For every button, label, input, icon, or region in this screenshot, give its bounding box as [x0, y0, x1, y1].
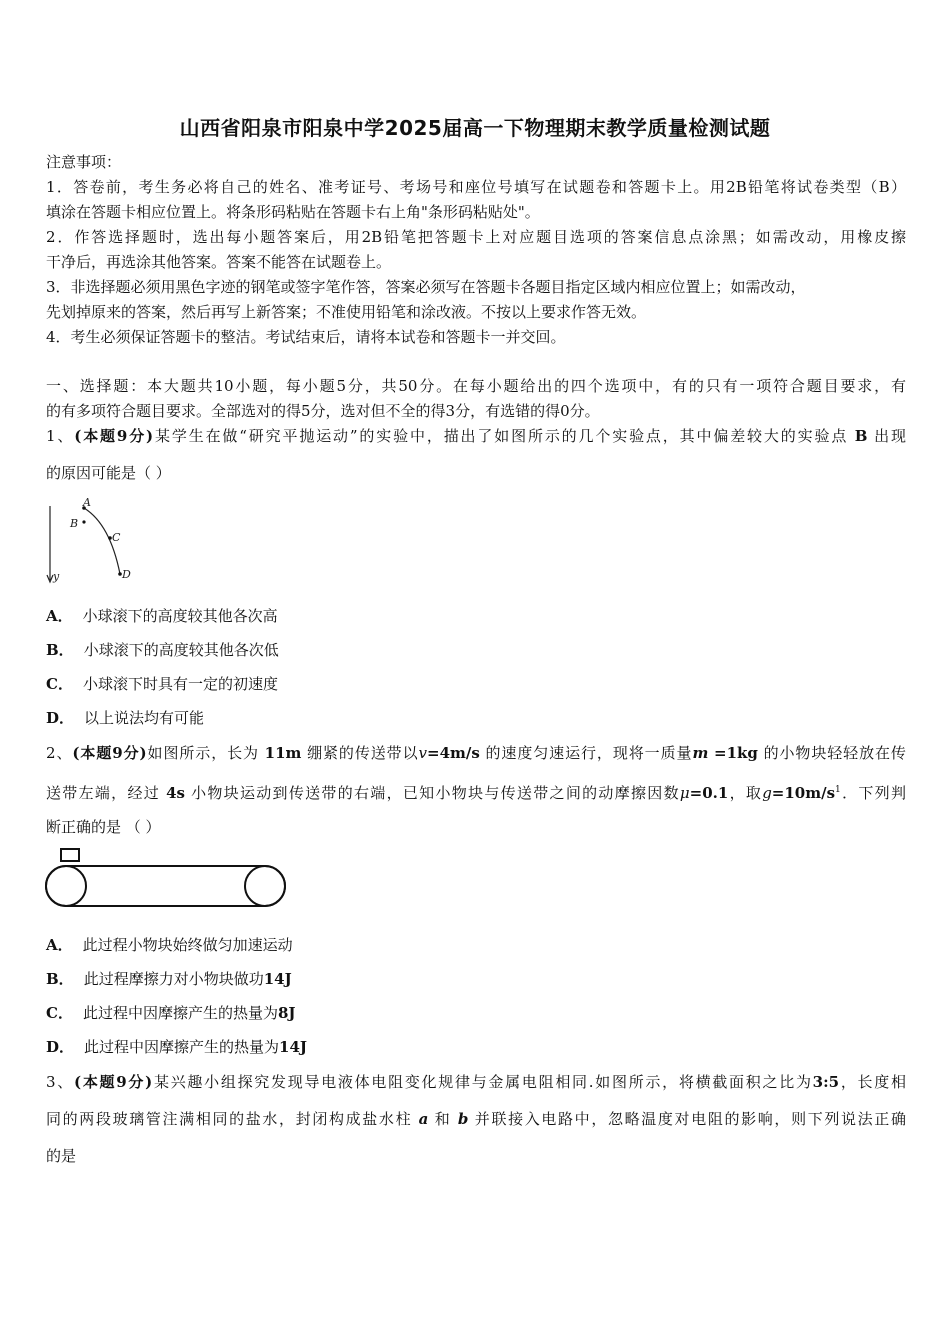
- q2-score-tag: (本题9分): [72, 744, 147, 762]
- notice-line: 3．非选择题必须用黑色字迹的钢笔或签字笔作答，答案必须写在答题卡各题目指定区域内相应位置上；如需改动，: [46, 278, 806, 296]
- notice-line: 4．考生必须保证答题卡的整洁。考试结束后，请将本试卷和答题卡一并交回。: [46, 328, 566, 346]
- q1-option-b: B． 小球滚下的高度较其他各次低: [46, 641, 279, 659]
- section-intro-line: 的有多项符合题目要求。全部选对的得5分，选对但不全的得3分，有选错的得0分。: [46, 402, 600, 420]
- q1-trajectory-figure: [40, 494, 150, 589]
- q2-stem-line3: 断正确的是 （ ）: [46, 818, 161, 836]
- q1-score-tag: (本题9分): [74, 427, 154, 445]
- section-intro-line: 一、选择题：本大题共10小题，每小题5分，共50分。在每小题给出的四个选项中，有的只有一项符合题目要求，有: [46, 377, 906, 395]
- page-title: 山西省阳泉市阳泉中学2025届高一下物理期末教学质量检测试题: [179, 116, 771, 140]
- notice-line: 先划掉原来的答案，然后再写上新答案；不准使用铅笔和涂改液。不按以上要求作答无效。: [46, 303, 647, 321]
- q3-stem-line1: 3、(本题9分)某兴趣小组探究发现导电液体电阻变化规律与金属电阻相同.如图所示，将横截面积之比为3:5，长度相: [46, 1073, 906, 1091]
- point-b: [82, 520, 85, 523]
- point-b-label: B: [70, 517, 79, 530]
- notice-line: 1．答卷前，考生务必将自己的姓名、准考证号、考场号和座位号填写在试题卷和答题卡上。用2B铅笔将试卷类型（B）: [46, 178, 906, 196]
- q2-stem-line2: 送带左端，经过 4s 小物块运动到传送带的右端，已知小物块与传送带之间的动摩擦因数μ=0.1，取$g=10m/s^1$．下列判: [46, 784, 906, 802]
- q2-option-d: D． 此过程中因摩擦产生的热量为14J: [46, 1038, 308, 1056]
- q2-option-c: C． 此过程中因摩擦产生的热量为8J: [46, 1004, 296, 1022]
- q1-stem-line1: 1、(本题9分)某学生在做“研究平抛运动”的实验中，描出了如图所示的几个实验点，其中偏差较大的实验点 B 出现: [46, 427, 906, 445]
- notice-line: 2．作答选择题时，选出每小题答案后，用2B铅笔把答题卡上对应题目选项的答案信息点涂黑；如需改动，用橡皮擦: [46, 228, 906, 246]
- notice-heading: 注意事项：: [46, 153, 122, 171]
- q1-option-d: D． 以上说法均有可能: [46, 709, 205, 727]
- q1-option-c: C． 小球滚下时具有一定的初速度: [46, 675, 278, 693]
- q2-conveyor-figure: [44, 846, 290, 912]
- notice-line: 干净后，再选涂其他答案。答案不能答在试题卷上。: [46, 253, 392, 271]
- q3-stem-line2: 同的两段玻璃管注满相同的盐水，封闭构成盐水柱 a 和 b 并联接入电路中，忽略温度对电阻的影响，则下列说法正确: [46, 1110, 906, 1128]
- q1-option-a: A． 小球滚下的高度较其他各次高: [46, 607, 278, 625]
- q2-option-b: B． 此过程摩擦力对小物块做功14J: [46, 970, 292, 988]
- q2-option-a: A． 此过程小物块始终做匀加速运动: [46, 936, 293, 954]
- point-a-label: A: [83, 496, 91, 509]
- y-axis-label: y: [53, 570, 60, 583]
- notice-line: 填涂在答题卡相应位置上。将条形码粘贴在答题卡右上角"条形码粘贴处"。: [46, 203, 540, 221]
- point-c-label: C: [112, 531, 121, 544]
- block: [61, 849, 79, 861]
- q2-stem-line1: 2、(本题9分)如图所示，长为 11m 绷紧的传送带以v=4m/s 的速度匀速运行，现将一质量m =1kg 的小物块轻轻放在传: [46, 744, 906, 762]
- q1-stem-line2: 的原因可能是（ ）: [46, 464, 171, 482]
- q3-score-tag: (本题9分): [74, 1073, 153, 1091]
- q3-stem-line3: 的是: [46, 1147, 77, 1165]
- point-d-label: D: [122, 568, 131, 581]
